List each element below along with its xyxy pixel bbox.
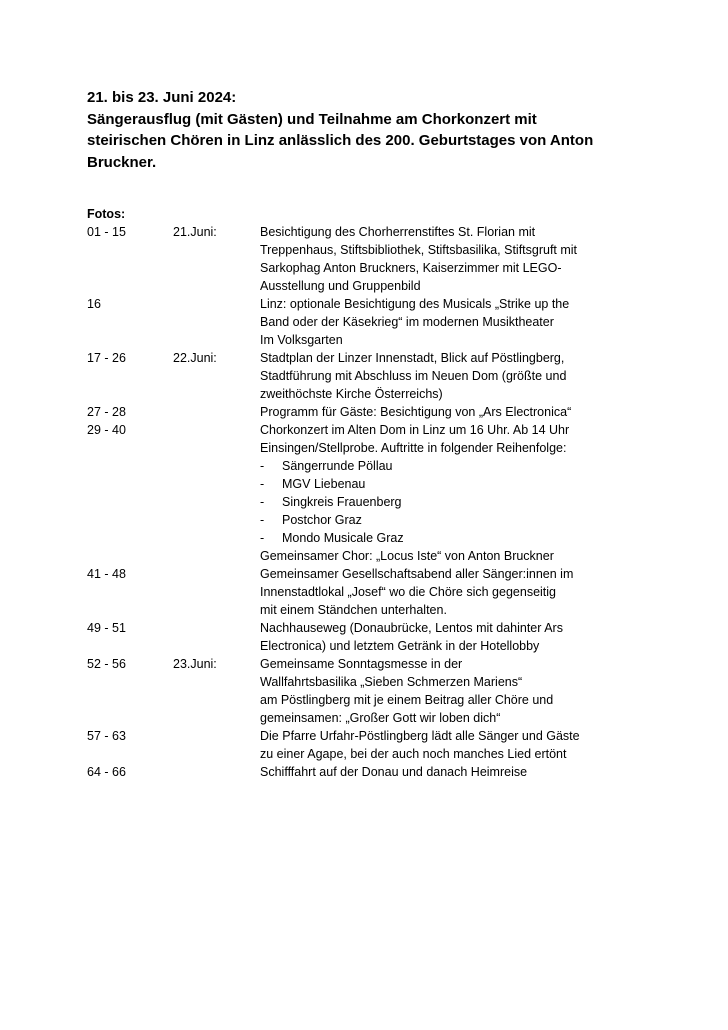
entry-date: 21.Juni:	[173, 225, 217, 239]
photo-range: 27 - 28	[87, 405, 126, 419]
title-line: Bruckner.	[87, 153, 157, 171]
description-line: Schifffahrt auf der Donau und danach Heimreise	[260, 765, 528, 779]
photo-range: 29 - 40	[87, 423, 126, 437]
photo-entry-row	[87, 655, 667, 727]
entry-description	[260, 349, 667, 403]
list-dash: -	[260, 495, 265, 509]
description-line: Innenstadtlokal „Josef“ wo die Chöre sich gegenseitig	[260, 585, 557, 599]
photo-entry-row	[87, 421, 667, 565]
entry-description	[260, 763, 667, 781]
description-line: Gemeinsame Sonntagsmesse in der	[260, 657, 463, 671]
description-line: Programm für Gäste: Besichtigung von „Ars Electronica“	[260, 405, 572, 419]
description-line: Sarkophag Anton Bruckners, Kaiserzimmer mit LEGO-	[260, 261, 562, 275]
choir-name: Postchor Graz	[282, 513, 362, 527]
photo-range: 52 - 56	[87, 657, 126, 671]
entry-date	[173, 763, 260, 781]
entry-date: 22.Juni:	[173, 351, 217, 365]
description-line: Gemeinsamer Chor: „Locus Iste“ von Anton Bruckner	[260, 549, 554, 563]
description-line: am Pöstlingberg mit je einem Beitrag aller Chöre und	[260, 693, 554, 707]
entry-description	[260, 295, 667, 349]
description-line: Besichtigung des Chorherrenstiftes St. Florian mit	[260, 225, 536, 239]
photo-entry-row	[87, 565, 667, 619]
choir-list-item	[260, 475, 667, 493]
photo-range: 49 - 51	[87, 621, 126, 635]
fotos-label: Fotos:	[87, 207, 126, 221]
photo-range: 17 - 26	[87, 351, 126, 365]
title-line: 21. bis 23. Juni 2024:	[87, 89, 237, 106]
photo-range: 57 - 63	[87, 729, 126, 743]
entry-description	[260, 655, 667, 727]
list-dash: -	[260, 513, 265, 527]
photo-range: 41 - 48	[87, 567, 126, 581]
description-line: Ausstellung und Gruppenbild	[260, 279, 421, 293]
list-dash: -	[260, 477, 265, 491]
description-line: Gemeinsamer Gesellschaftsabend aller Sänger:innen im	[260, 567, 574, 581]
choir-name: Mondo Musicale Graz	[282, 531, 404, 545]
photo-entry-row	[87, 223, 667, 295]
description-line: Treppenhaus, Stiftsbibliothek, Stiftsbasilika, Stiftsgruft mit	[260, 243, 578, 257]
entry-description	[260, 403, 667, 421]
photo-entry-row	[87, 295, 667, 349]
choir-list-item	[260, 511, 667, 529]
photo-range: 16	[87, 297, 101, 311]
description-line: zu einer Agape, bei der auch noch manches Lied ertönt	[260, 747, 567, 761]
choir-name: Sängerrunde Pöllau	[282, 459, 393, 473]
photo-entries-table	[87, 223, 667, 781]
entry-date	[173, 421, 260, 565]
entry-date	[173, 403, 260, 421]
description-line: Linz: optionale Besichtigung des Musicals „Strike up the	[260, 297, 570, 311]
photo-entry-row	[87, 727, 667, 763]
entry-description	[260, 421, 667, 565]
photo-entry-row	[87, 619, 667, 655]
photo-entry-row	[87, 403, 667, 421]
entry-description	[260, 223, 667, 295]
photo-range: 64 - 66	[87, 765, 126, 779]
description-line: Wallfahrtsbasilika „Sieben Schmerzen Mariens“	[260, 675, 523, 689]
description-line: gemeinsamen: „Großer Gott wir loben dich“	[260, 711, 501, 725]
description-line: Stadtführung mit Abschluss im Neuen Dom (größte und	[260, 369, 567, 383]
photo-entry-row	[87, 763, 667, 781]
description-line: Nachhauseweg (Donaubrücke, Lentos mit dahinter Ars	[260, 621, 563, 635]
description-line: Die Pfarre Urfahr-Pöstlingberg lädt alle Sänger und Gäste	[260, 729, 580, 743]
entry-description	[260, 565, 667, 619]
description-line: Chorkonzert im Alten Dom in Linz um 16 Uhr. Ab 14 Uhr	[260, 423, 570, 437]
title-line: Sängerausflug (mit Gästen) und Teilnahme am Chorkonzert mit	[87, 110, 537, 128]
choir-name: Singkreis Frauenberg	[282, 495, 402, 509]
description-line: zweithöchste Kirche Österreichs)	[260, 387, 443, 401]
choir-list-item	[260, 457, 667, 475]
description-line: Stadtplan der Linzer Innenstadt, Blick auf Pöstlingberg,	[260, 351, 565, 365]
choir-name: MGV Liebenau	[282, 477, 366, 491]
photo-entry-row	[87, 349, 667, 403]
photo-range: 01 - 15	[87, 225, 126, 239]
entry-description	[260, 727, 667, 763]
description-line: Band oder der Käsekrieg“ im modernen Musiktheater	[260, 315, 554, 329]
description-line: mit einem Ständchen unterhalten.	[260, 603, 447, 617]
list-dash: -	[260, 459, 265, 473]
description-line: Electronica) und letztem Getränk in der Hotellobby	[260, 639, 540, 653]
list-dash: -	[260, 531, 265, 545]
title-line: steirischen Chören in Linz anlässlich des 200. Geburtstages von Anton	[87, 132, 594, 149]
entry-description	[260, 619, 667, 655]
choir-list-item	[260, 529, 667, 547]
description-line: Einsingen/Stellprobe. Auftritte in folgender Reihenfolge:	[260, 441, 567, 455]
description-line: Im Volksgarten	[260, 333, 343, 347]
entry-date	[173, 727, 260, 763]
entry-date	[173, 295, 260, 349]
entry-date	[173, 565, 260, 619]
entry-date	[173, 619, 260, 655]
document-title	[87, 87, 667, 173]
choir-list-item	[260, 493, 667, 511]
entry-date: 23.Juni:	[173, 657, 217, 671]
